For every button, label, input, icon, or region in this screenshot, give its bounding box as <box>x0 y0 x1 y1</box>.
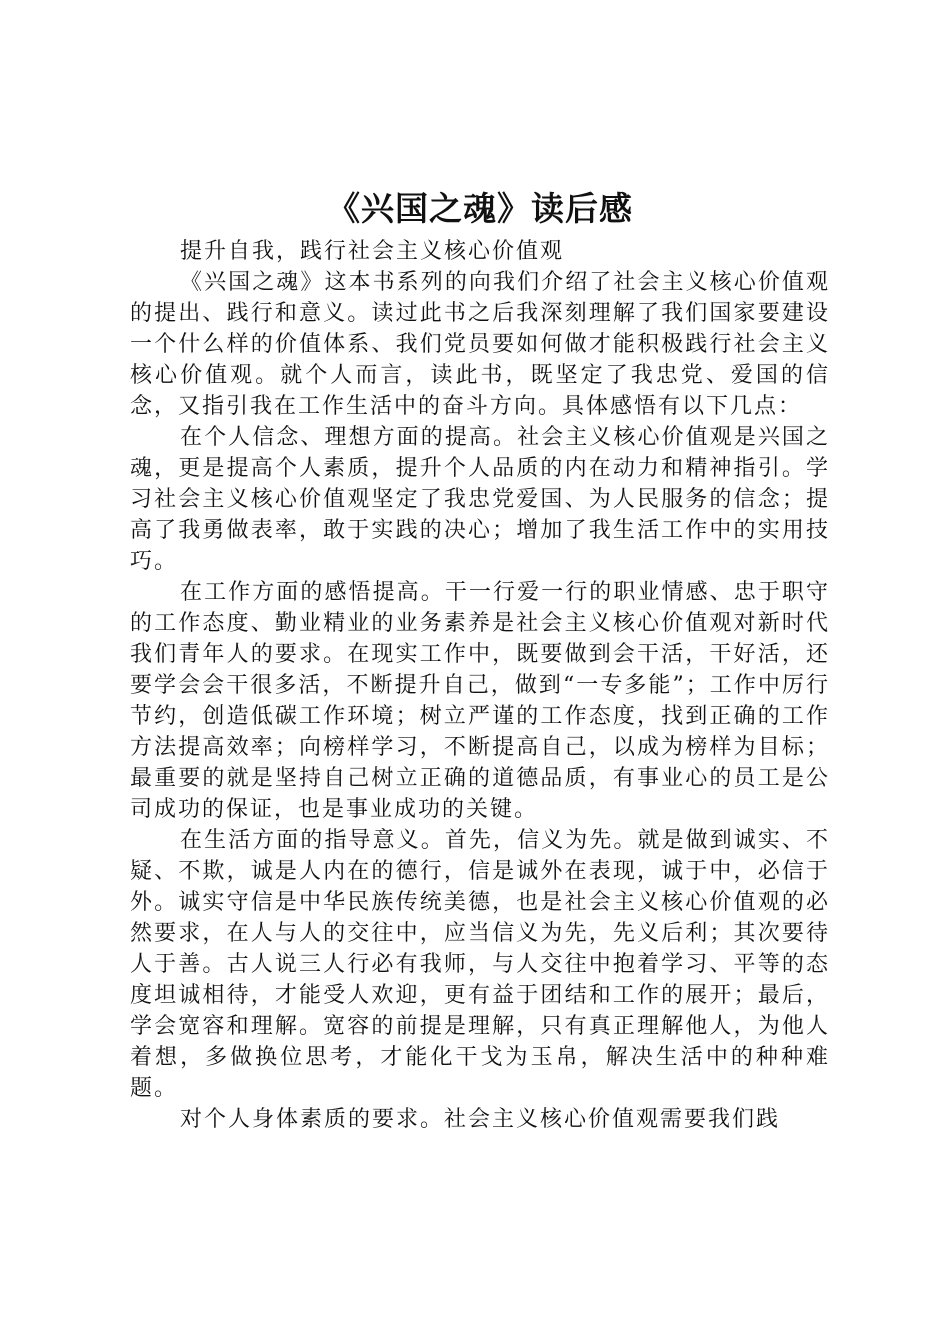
subtitle-paragraph: 提升自我，践行社会主义核心价值观 <box>180 239 565 264</box>
work-paragraph: 在工作方面的感悟提高。干一行爱一行的职业情感、忠于职守的工作态度、勤业精业的业务素养是社会主义核心价值观对新时代我们青年人的要求。在现实工作中，既要做到会干活，干好活，还要学会会干很多活，不断提升自己，做到“一专多能”；工作中厉行节约，创造低碳工作环境；树立严谨的工作态度，找到正确的工作方法提高效率；向榜样学习，不断提高自己，以成为榜样为目标；最重要的就是坚持自己树立正确的道德品质，有事业心的员工是公司成功的保证，也是事业成功的关键。 <box>130 580 830 822</box>
health-paragraph: 对个人身体素质的要求。社会主义核心价值观需要我们践 <box>180 1107 781 1132</box>
intro-paragraph: 《兴国之魂》这本书系列的向我们介绍了社会主义核心价值观的提出、践行和意义。读过此书之后我深刻理解了我们国家要建设一个什么样的价值体系、我们党员要如何做才能积极践行社会主义核心价值观。就个人而言，读此书，既坚定了我忠党、爱国的信念，又指引我在工作生活中的奋斗方向。具体感悟有以下几点： <box>130 270 830 419</box>
document-title: 《兴国之魂》读后感 <box>327 189 633 228</box>
life-paragraph: 在生活方面的指导意义。首先，信义为先。就是做到诚实、不疑、不欺，诚是人内在的德行，信是诚外在表现，诚于中，必信于外。诚实守信是中华民族传统美德，也是社会主义核心价值观的必然要求，在人与人的交往中，应当信义为先，先义后利；其次要待人于善。古人说三人行必有我师，与人交往中抱着学习、平等的态度坦诚相待，才能受人欢迎，更有益于团结和工作的展开；最后，学会宽容和理解。宽容的前提是理解，只有真正理解他人，为他人着想，多做换位思考，才能化干戈为玉帛，解决生活中的种种难题。 <box>130 828 830 1101</box>
document-body <box>130 236 830 1135</box>
belief-paragraph: 在个人信念、理想方面的提高。社会主义核心价值观是兴国之魂，更是提高个人素质，提升个人品质的内在动力和精神指引。学习社会主义核心价值观坚定了我忠党爱国、为人民服务的信念；提高了我勇做表率，敢于实践的决心；增加了我生活工作中的实用技巧。 <box>130 425 830 574</box>
document-page <box>130 0 830 1344</box>
